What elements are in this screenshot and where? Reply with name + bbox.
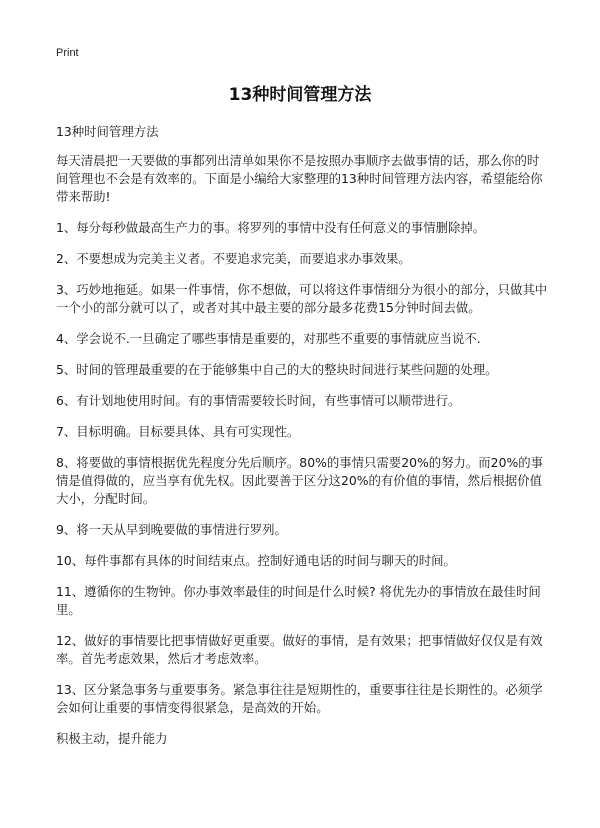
list-item: 12、做好的事情要比把事情做好更重要。做好的事情，是有效果；把事情做好仅仅是有效率。首先考虑效果，然后才考虑效率。 bbox=[56, 633, 543, 666]
list-item: 11、遵循你的生物钟。你办事效率最佳的时间是什么时候? 将优先办的事情放在最佳时间里。 bbox=[56, 584, 541, 617]
list-item: 10、每件事都有具体的时间结束点。控制好通电话的时间与聊天的时间。 bbox=[56, 553, 456, 568]
article-intro: 每天清晨把一天要做的事都列出清单如果你不是按照办事顺序去做事情的话，那么你的时间管理也不会是有效率的。下面是小编给大家整理的13种时间管理方法内容，希望能给你带来帮助! bbox=[56, 153, 543, 204]
list-item: 7、目标明确。目标要具体、具有可实现性。 bbox=[56, 424, 300, 439]
list-item: 4、学会说不.一旦确定了哪些事情是重要的，对那些不重要的事情就应当说不. bbox=[56, 331, 481, 346]
print-link[interactable]: Print bbox=[56, 47, 79, 59]
article-closing: 积极主动，提升能力 bbox=[56, 731, 168, 746]
list-item: 13、区分紧急事务与重要事务。紧急事往往是短期性的，重要事往往是长期性的。必须学会如何让重要的事情变得很紧急，是高效的开始。 bbox=[56, 682, 543, 715]
list-item: 9、将一天从早到晚要做的事情进行罗列。 bbox=[56, 522, 287, 537]
list-item: 6、有计划地使用时间。有的事情需要较长时间，有些事情可以顺带进行。 bbox=[56, 393, 461, 408]
article-body bbox=[56, 123, 548, 748]
list-item: 2、不要想成为完美主义者。不要追求完美，而要追求办事效果。 bbox=[56, 251, 411, 266]
article-subtitle: 13种时间管理方法 bbox=[56, 124, 159, 139]
list-item: 3、巧妙地拖延。如果一件事情，你不想做，可以将这件事情细分为很小的部分，只做其中一个小的部分就可以了，或者对其中最主要的部分最多花费15分钟时间去做。 bbox=[56, 282, 548, 315]
list-item: 1、每分每秒做最高生产力的事。将罗列的事情中没有任何意义的事情删除掉。 bbox=[56, 220, 486, 235]
list-item: 5、时间的管理最重要的在于能够集中自己的大的整块时间进行某些问题的处理。 bbox=[56, 362, 498, 377]
list-item: 8、将要做的事情根据优先程度分先后顺序。80%的事情只需要20%的努力。而20%的事情是值得做的，应当享有优先权。因此要善于区分这20%的有价值的事情，然后根据价值大小，分配时间。 bbox=[56, 455, 544, 506]
page-title: 13种时间管理方法 bbox=[228, 85, 372, 105]
